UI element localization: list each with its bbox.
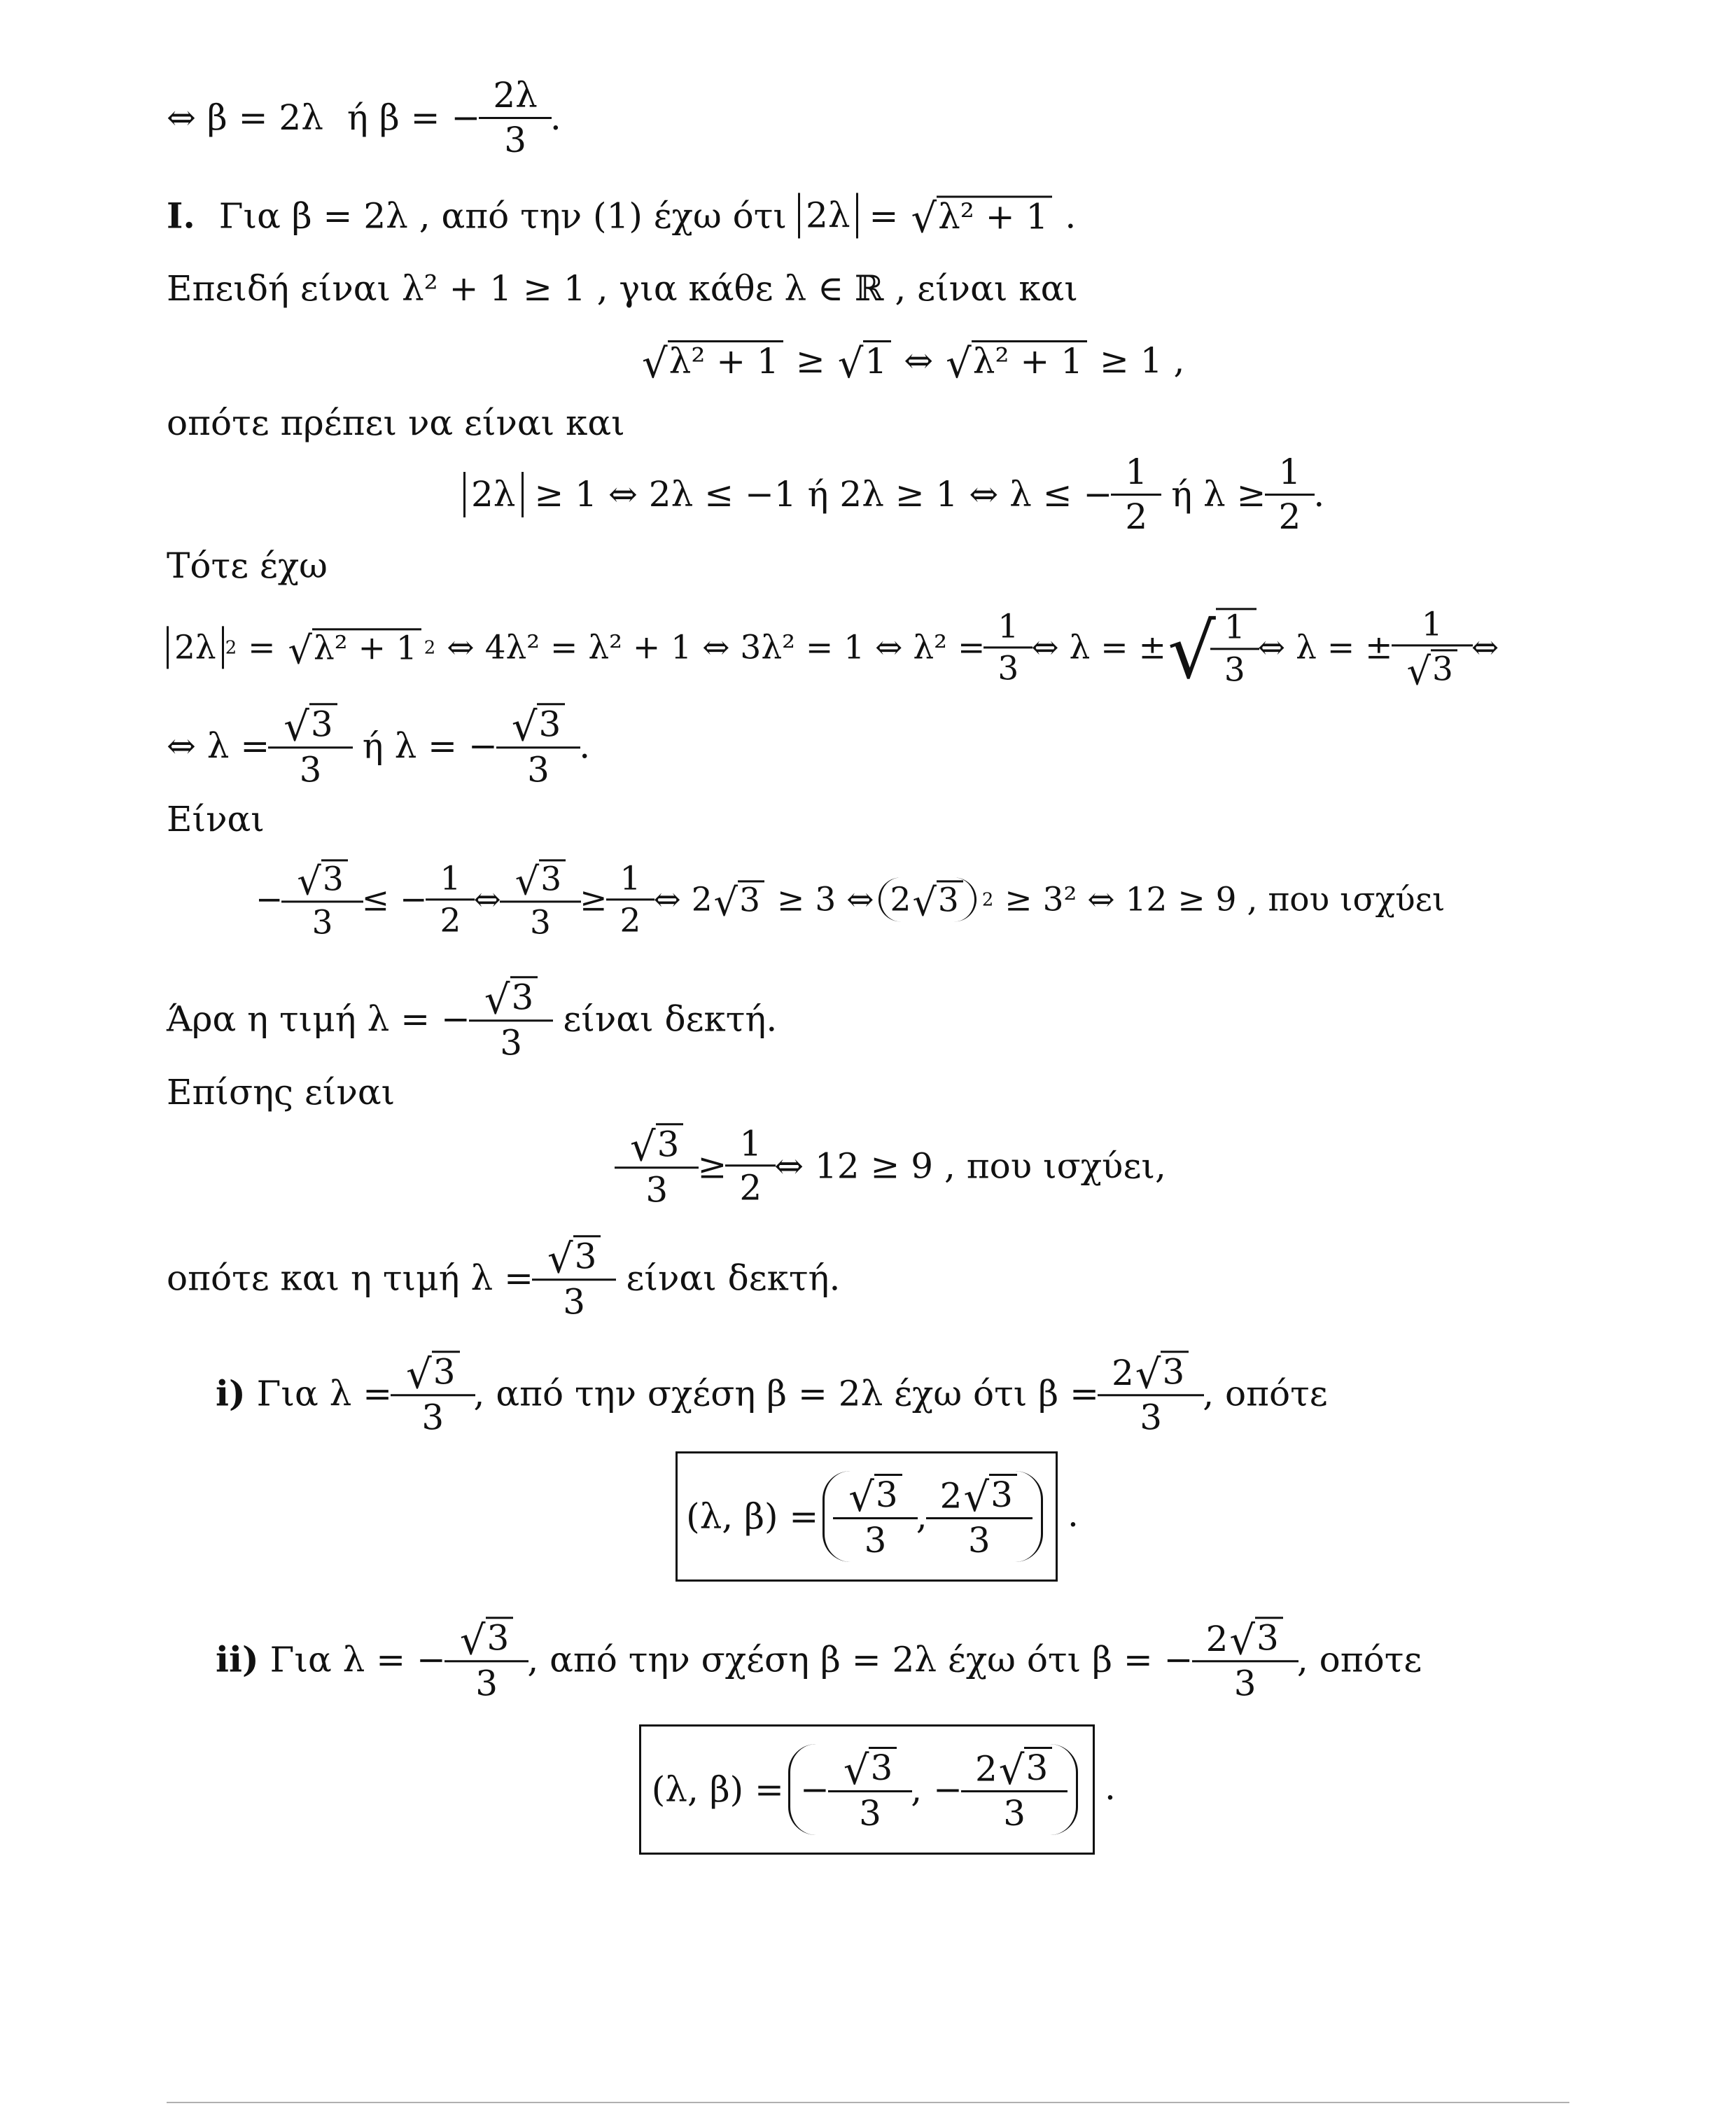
or-text: ή [346, 97, 368, 138]
absolute-value: 2λ [798, 193, 858, 239]
fraction: $\frac{1}{2}$ [732, 1125, 769, 1206]
sub-case-label: ii) [216, 1638, 259, 1680]
answer-box-ii: (λ, β) = − √ 3 3 , − 2 √ 3 3 [639, 1724, 1095, 1855]
parenthesis: − √ 3 3 , − 2 √ 3 3 [788, 1744, 1078, 1835]
absolute-value: 2λ [463, 472, 524, 517]
fraction: 2 √ 3 3 [1199, 1617, 1292, 1702]
fraction: $\frac{1}{3}$ [990, 609, 1026, 686]
fraction: $\frac{1}{2}$ [1118, 454, 1154, 535]
square-root: √ λ² + 1 [946, 340, 1087, 381]
square-root: √ λ² + 1 [642, 340, 783, 381]
beta-neg-text: β = − [379, 97, 481, 138]
fraction: √ 3 3 [451, 1617, 522, 1702]
absolute-value: 2λ [167, 626, 224, 669]
square-root: √ 1 [838, 340, 891, 381]
beta-eq-text: ⇔ β = 2λ [167, 97, 323, 138]
parenthesis: 2 √ 3 [878, 877, 976, 921]
fraction: √ 3 3 [503, 703, 573, 788]
fraction: $\frac{1}{2}$ [613, 861, 648, 938]
fraction: √ 3 3 [476, 976, 546, 1061]
fraction: √ 3 3 [622, 1123, 692, 1208]
fraction: $\frac{1}{2}$ [433, 861, 468, 938]
case-text: Για β = 2λ , από την (1) έχω ότι [218, 195, 788, 236]
answer-box-i: (λ, β) = √ 3 3 , 2 √ 3 3 [676, 1451, 1058, 1582]
fraction: $\frac{2\lambda}{3}$ [486, 77, 545, 158]
fraction: 1 √ 3 [1399, 607, 1466, 688]
fraction: 2 √ 3 3 [1105, 1351, 1197, 1436]
parenthesis: √ 3 3 , 2 √ 3 3 [822, 1471, 1043, 1562]
case-label: I. [167, 195, 195, 237]
sub-case-label: i) [216, 1372, 246, 1414]
fraction: √ 3 3 [539, 1235, 609, 1320]
fraction: √ 3 3 [398, 1351, 468, 1436]
square-root: √ λ² + 1 [288, 629, 421, 667]
fraction: √ 3 3 [275, 703, 345, 788]
fraction: √ 3 3 [507, 859, 574, 940]
square-root: √ 3 [714, 881, 764, 919]
fraction: $\frac{1}{2}$ [1272, 454, 1308, 535]
fraction: √ 3 3 [288, 859, 356, 940]
square-root: √ $\frac{1}{3}$ [1168, 608, 1256, 688]
square-root: √ λ² + 1 [911, 195, 1052, 236]
footer-divider [167, 2102, 1569, 2103]
